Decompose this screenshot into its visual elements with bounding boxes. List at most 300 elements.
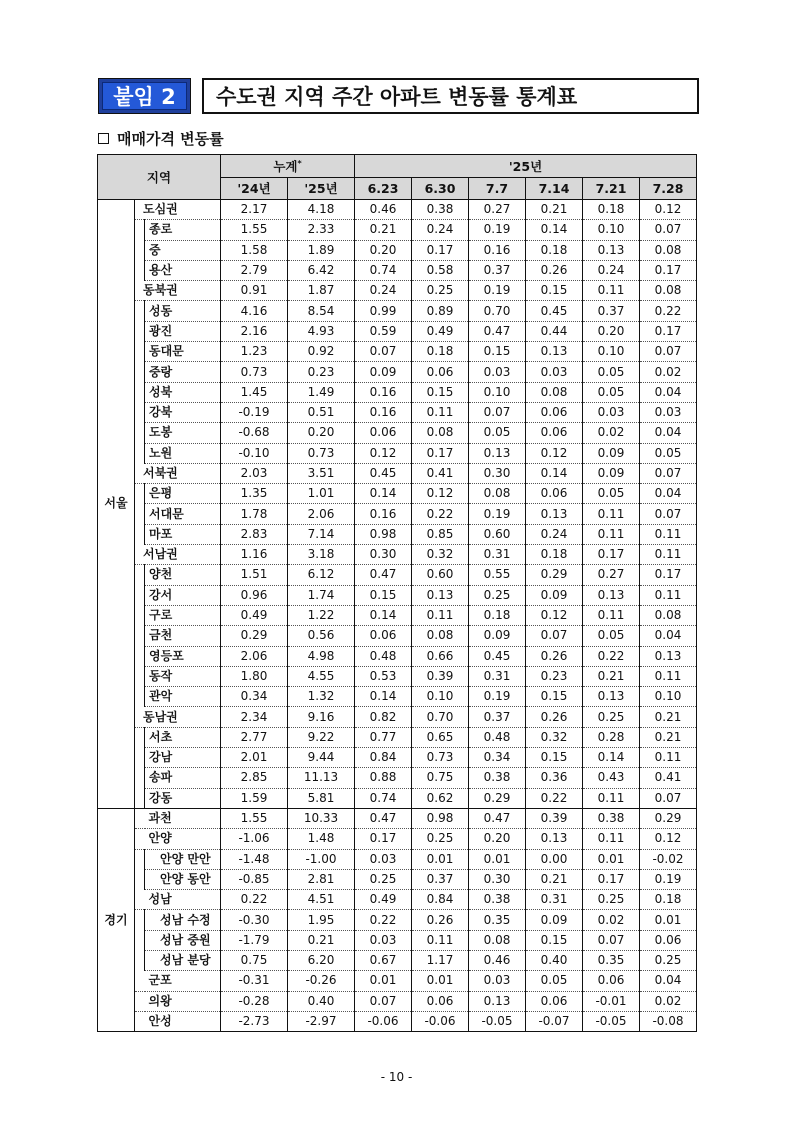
value-cell: 0.99	[355, 301, 412, 321]
value-cell: 4.18	[288, 200, 355, 220]
value-cell: 0.08	[412, 423, 469, 443]
value-cell: -0.31	[221, 971, 288, 991]
column-header: 7.21	[583, 178, 640, 200]
value-cell: 0.07	[640, 788, 697, 808]
value-cell: 0.75	[412, 768, 469, 788]
region-name: 서남권	[135, 545, 221, 565]
value-cell: 0.09	[469, 626, 526, 646]
table-row	[98, 930, 697, 950]
value-cell: -0.10	[221, 443, 288, 463]
indent-spacer	[135, 524, 145, 544]
table-row	[98, 321, 697, 341]
value-cell: 0.11	[640, 524, 697, 544]
region-name: 동북권	[135, 281, 221, 301]
value-cell: -0.05	[469, 1011, 526, 1031]
indent-spacer	[135, 890, 145, 910]
value-cell: 0.73	[221, 362, 288, 382]
value-cell: 0.24	[526, 524, 583, 544]
table-row	[98, 727, 697, 747]
value-cell: 0.24	[583, 260, 640, 280]
value-cell: 0.00	[526, 849, 583, 869]
value-cell: 0.11	[583, 605, 640, 625]
value-cell: 0.22	[221, 890, 288, 910]
value-cell: 0.08	[412, 626, 469, 646]
value-cell: 0.47	[355, 565, 412, 585]
table-row	[98, 443, 697, 463]
value-cell: 0.13	[526, 829, 583, 849]
value-cell: 0.24	[355, 281, 412, 301]
value-cell: 9.44	[288, 748, 355, 768]
indent-spacer	[135, 362, 145, 382]
value-cell: 0.12	[526, 605, 583, 625]
value-cell: 0.22	[526, 788, 583, 808]
value-cell: 0.82	[355, 707, 412, 727]
value-cell: 0.05	[469, 423, 526, 443]
value-cell: 0.36	[526, 768, 583, 788]
value-cell: 1.89	[288, 240, 355, 260]
value-cell: 2.79	[221, 260, 288, 280]
value-cell: 0.26	[526, 646, 583, 666]
value-cell: 1.55	[221, 808, 288, 828]
indent-spacer	[135, 605, 145, 625]
table-row	[98, 910, 697, 930]
value-cell: 0.06	[640, 930, 697, 950]
value-cell: 0.16	[355, 504, 412, 524]
column-header: 7.14	[526, 178, 583, 200]
region-name: 동작	[145, 666, 221, 686]
value-cell: 0.14	[526, 220, 583, 240]
value-cell: 0.39	[526, 808, 583, 828]
value-cell: 0.17	[640, 260, 697, 280]
indent-spacer	[135, 484, 145, 504]
value-cell: 0.09	[526, 910, 583, 930]
table-row	[98, 260, 697, 280]
value-cell: 0.32	[526, 727, 583, 747]
value-cell: 0.21	[640, 707, 697, 727]
value-cell: 5.81	[288, 788, 355, 808]
value-cell: 0.60	[412, 565, 469, 585]
table-row	[98, 281, 697, 301]
value-cell: 2.16	[221, 321, 288, 341]
value-cell: 0.15	[526, 930, 583, 950]
value-cell: 0.07	[640, 220, 697, 240]
value-cell: 0.20	[583, 321, 640, 341]
value-cell: 0.12	[640, 200, 697, 220]
region-name: 강동	[145, 788, 221, 808]
region-name: 성동	[145, 301, 221, 321]
value-cell: 0.13	[583, 687, 640, 707]
value-cell: 0.19	[640, 869, 697, 889]
value-cell: 0.18	[412, 342, 469, 362]
value-cell: 0.13	[469, 991, 526, 1011]
value-cell: 1.16	[221, 545, 288, 565]
value-cell: 0.17	[412, 240, 469, 260]
value-cell: 0.17	[640, 565, 697, 585]
value-cell: 0.13	[640, 646, 697, 666]
value-cell: 0.37	[412, 869, 469, 889]
value-cell: -1.06	[221, 829, 288, 849]
value-cell: 0.26	[412, 910, 469, 930]
value-cell: 0.01	[640, 910, 697, 930]
value-cell: 0.96	[221, 585, 288, 605]
value-cell: 0.18	[469, 605, 526, 625]
value-cell: 0.49	[412, 321, 469, 341]
indent-spacer	[135, 423, 145, 443]
value-cell: 0.58	[412, 260, 469, 280]
indent-spacer	[135, 666, 145, 686]
value-cell: 0.30	[469, 463, 526, 483]
value-cell: 0.12	[412, 484, 469, 504]
value-cell: 0.11	[583, 524, 640, 544]
value-cell: 0.05	[640, 443, 697, 463]
value-cell: 0.29	[469, 788, 526, 808]
value-cell: -0.68	[221, 423, 288, 443]
table-row	[98, 504, 697, 524]
value-cell: 1.49	[288, 382, 355, 402]
value-cell: 7.14	[288, 524, 355, 544]
value-cell: 0.07	[469, 402, 526, 422]
column-header: 7.28	[640, 178, 697, 200]
value-cell: 1.51	[221, 565, 288, 585]
region-name: 마포	[145, 524, 221, 544]
value-cell: 0.21	[640, 727, 697, 747]
table-row	[98, 585, 697, 605]
indent-spacer	[135, 260, 145, 280]
value-cell: 0.31	[469, 666, 526, 686]
page-title: 수도권 지역 주간 아파트 변동률 통계표	[202, 78, 699, 114]
column-header: 6.30	[412, 178, 469, 200]
value-cell: -0.19	[221, 402, 288, 422]
value-cell: 0.45	[355, 463, 412, 483]
value-cell: 0.27	[583, 565, 640, 585]
indent-spacer	[135, 829, 145, 849]
value-cell: 0.03	[469, 362, 526, 382]
value-cell: -0.08	[640, 1011, 697, 1031]
value-cell: 4.98	[288, 646, 355, 666]
value-cell: 0.13	[583, 240, 640, 260]
value-cell: 0.21	[288, 930, 355, 950]
value-cell: 0.13	[526, 504, 583, 524]
region-name: 용산	[145, 260, 221, 280]
table-row	[98, 362, 697, 382]
value-cell: 0.11	[640, 585, 697, 605]
value-cell: 4.51	[288, 890, 355, 910]
value-cell: 9.22	[288, 727, 355, 747]
region-name: 은평	[145, 484, 221, 504]
value-cell: 0.03	[355, 930, 412, 950]
value-cell: 0.25	[469, 585, 526, 605]
value-cell: 1.58	[221, 240, 288, 260]
region-gyeonggi-label: 경기	[98, 808, 135, 1031]
value-cell: 0.13	[526, 342, 583, 362]
value-cell: 0.08	[469, 484, 526, 504]
value-cell: 1.32	[288, 687, 355, 707]
value-cell: 0.53	[355, 666, 412, 686]
value-cell: -1.79	[221, 930, 288, 950]
price-change-table	[97, 154, 697, 1032]
value-cell: 0.06	[526, 402, 583, 422]
header-year: '25년	[355, 155, 697, 178]
value-cell: 0.84	[355, 748, 412, 768]
value-cell: 0.15	[355, 585, 412, 605]
value-cell: 0.13	[469, 443, 526, 463]
value-cell: 0.06	[355, 626, 412, 646]
value-cell: 0.91	[221, 281, 288, 301]
table-row	[98, 484, 697, 504]
value-cell: 0.35	[583, 950, 640, 970]
value-cell: 0.22	[355, 910, 412, 930]
value-cell: 0.39	[412, 666, 469, 686]
value-cell: 0.07	[640, 342, 697, 362]
value-cell: 0.07	[355, 342, 412, 362]
indent-spacer	[135, 687, 145, 707]
indent-spacer	[135, 626, 145, 646]
value-cell: 0.48	[469, 727, 526, 747]
value-cell: 0.17	[412, 443, 469, 463]
value-cell: 0.30	[355, 545, 412, 565]
attachment-badge-label: 붙임 2	[102, 82, 187, 110]
value-cell: 0.67	[355, 950, 412, 970]
value-cell: 1.78	[221, 504, 288, 524]
value-cell: 0.06	[412, 991, 469, 1011]
table-row	[98, 768, 697, 788]
region-name: 의왕	[145, 991, 221, 1011]
value-cell: 0.26	[526, 260, 583, 280]
value-cell: 0.60	[469, 524, 526, 544]
value-cell: 0.55	[469, 565, 526, 585]
table-row	[98, 991, 697, 1011]
value-cell: 2.77	[221, 727, 288, 747]
region-name: 노원	[145, 443, 221, 463]
value-cell: 0.10	[583, 220, 640, 240]
value-cell: 0.92	[288, 342, 355, 362]
value-cell: 2.17	[221, 200, 288, 220]
value-cell: 0.21	[526, 200, 583, 220]
value-cell: 9.16	[288, 707, 355, 727]
region-name: 영등포	[145, 646, 221, 666]
value-cell: 0.47	[355, 808, 412, 828]
table-row	[98, 524, 697, 544]
value-cell: 0.49	[355, 890, 412, 910]
table-row	[98, 545, 697, 565]
value-cell: -0.01	[583, 991, 640, 1011]
value-cell: 0.02	[583, 910, 640, 930]
value-cell: 0.10	[640, 687, 697, 707]
value-cell: 0.45	[526, 301, 583, 321]
value-cell: 0.98	[355, 524, 412, 544]
indent-spacer	[135, 910, 145, 930]
value-cell: 0.41	[640, 768, 697, 788]
value-cell: 6.12	[288, 565, 355, 585]
value-cell: 2.06	[288, 504, 355, 524]
value-cell: 0.13	[412, 585, 469, 605]
indent-spacer	[135, 991, 145, 1011]
value-cell: 2.03	[221, 463, 288, 483]
indent-spacer	[135, 869, 145, 889]
region-name: 송파	[145, 768, 221, 788]
region-name: 도심권	[135, 200, 221, 220]
value-cell: 0.21	[583, 666, 640, 686]
value-cell: 0.37	[469, 707, 526, 727]
indent-spacer	[135, 849, 145, 869]
value-cell: 0.01	[355, 971, 412, 991]
value-cell: 0.46	[355, 200, 412, 220]
section-heading	[98, 128, 224, 149]
indent-spacer	[135, 788, 145, 808]
value-cell: 0.19	[469, 220, 526, 240]
table-row	[98, 423, 697, 443]
value-cell: 0.34	[221, 687, 288, 707]
value-cell: 0.12	[640, 829, 697, 849]
value-cell: 0.49	[221, 605, 288, 625]
value-cell: 0.38	[469, 890, 526, 910]
value-cell: 0.07	[640, 504, 697, 524]
title-bar	[98, 78, 699, 114]
value-cell: 0.38	[412, 200, 469, 220]
value-cell: 0.31	[469, 545, 526, 565]
region-name: 강북	[145, 402, 221, 422]
region-name: 금천	[145, 626, 221, 646]
value-cell: 0.04	[640, 382, 697, 402]
value-cell: 0.47	[469, 808, 526, 828]
indent-spacer	[135, 727, 145, 747]
region-name: 성남	[145, 890, 221, 910]
table-row	[98, 605, 697, 625]
indent-spacer	[135, 646, 145, 666]
region-name: 중	[145, 240, 221, 260]
indent-spacer	[135, 301, 145, 321]
checkbox-square-icon	[98, 133, 109, 144]
value-cell: -0.06	[355, 1011, 412, 1031]
region-name: 안양	[145, 829, 221, 849]
value-cell: 0.98	[412, 808, 469, 828]
value-cell: 0.01	[583, 849, 640, 869]
value-cell: -0.06	[412, 1011, 469, 1031]
value-cell: 0.03	[526, 362, 583, 382]
value-cell: 0.04	[640, 971, 697, 991]
value-cell: 0.08	[526, 382, 583, 402]
table-row	[98, 869, 697, 889]
value-cell: 0.19	[469, 504, 526, 524]
value-cell: 0.11	[412, 605, 469, 625]
value-cell: 0.16	[355, 382, 412, 402]
value-cell: 0.09	[355, 362, 412, 382]
region-name: 동남권	[135, 707, 221, 727]
value-cell: 6.20	[288, 950, 355, 970]
table-row	[98, 829, 697, 849]
value-cell: 0.23	[288, 362, 355, 382]
value-cell: 0.88	[355, 768, 412, 788]
value-cell: 0.43	[583, 768, 640, 788]
value-cell: 0.15	[526, 281, 583, 301]
table-row	[98, 890, 697, 910]
value-cell: 0.04	[640, 423, 697, 443]
indent-spacer	[135, 930, 145, 950]
value-cell: 0.10	[412, 687, 469, 707]
value-cell: 0.02	[640, 991, 697, 1011]
value-cell: 2.83	[221, 524, 288, 544]
table-row	[98, 342, 697, 362]
value-cell: 0.05	[583, 362, 640, 382]
indent-spacer	[135, 321, 145, 341]
region-name: 성북	[145, 382, 221, 402]
value-cell: 0.29	[221, 626, 288, 646]
value-cell: 0.08	[640, 240, 697, 260]
table-row	[98, 950, 697, 970]
value-cell: 0.19	[469, 281, 526, 301]
value-cell: 0.07	[583, 930, 640, 950]
region-name: 강서	[145, 585, 221, 605]
table-row	[98, 220, 697, 240]
column-header: '25년	[288, 178, 355, 200]
table-row	[98, 687, 697, 707]
value-cell: 0.18	[583, 200, 640, 220]
value-cell: 0.11	[412, 930, 469, 950]
value-cell: 0.77	[355, 727, 412, 747]
value-cell: 0.74	[355, 260, 412, 280]
value-cell: 0.02	[583, 423, 640, 443]
indent-spacer	[135, 443, 145, 463]
value-cell: -0.26	[288, 971, 355, 991]
value-cell: 0.56	[288, 626, 355, 646]
page-number: - 10 -	[380, 1070, 413, 1084]
region-name: 관악	[145, 687, 221, 707]
value-cell: 0.06	[355, 423, 412, 443]
value-cell: 0.10	[469, 382, 526, 402]
table-row	[98, 240, 697, 260]
value-cell: -0.07	[526, 1011, 583, 1031]
value-cell: 0.15	[526, 687, 583, 707]
value-cell: 0.25	[583, 707, 640, 727]
value-cell: 0.45	[469, 646, 526, 666]
value-cell: 0.11	[640, 545, 697, 565]
region-name: 종로	[145, 220, 221, 240]
value-cell: 0.25	[640, 950, 697, 970]
region-name: 안성	[145, 1011, 221, 1031]
value-cell: 0.01	[412, 971, 469, 991]
value-cell: 0.40	[288, 991, 355, 1011]
value-cell: 0.84	[412, 890, 469, 910]
value-cell: 0.59	[355, 321, 412, 341]
value-cell: 0.85	[412, 524, 469, 544]
table-row	[98, 666, 697, 686]
value-cell: 0.13	[583, 585, 640, 605]
indent-spacer	[135, 585, 145, 605]
value-cell: 2.33	[288, 220, 355, 240]
value-cell: 0.29	[526, 565, 583, 585]
header-cumulative: 누계*	[221, 155, 355, 178]
value-cell: 1.35	[221, 484, 288, 504]
section-heading-label: 매매가격 변동률	[117, 130, 224, 148]
value-cell: 0.21	[355, 220, 412, 240]
header-region: 지역	[98, 155, 221, 200]
value-cell: 0.11	[583, 281, 640, 301]
value-cell: 0.62	[412, 788, 469, 808]
value-cell: 0.09	[526, 585, 583, 605]
value-cell: 0.10	[583, 342, 640, 362]
value-cell: 1.87	[288, 281, 355, 301]
value-cell: 2.06	[221, 646, 288, 666]
table-row	[98, 808, 697, 828]
attachment-badge	[98, 78, 191, 114]
value-cell: 0.14	[526, 463, 583, 483]
table-row	[98, 565, 697, 585]
value-cell: 0.19	[469, 687, 526, 707]
value-cell: -0.85	[221, 869, 288, 889]
indent-spacer	[135, 240, 145, 260]
value-cell: 2.34	[221, 707, 288, 727]
region-name: 성남 수정	[145, 910, 221, 930]
